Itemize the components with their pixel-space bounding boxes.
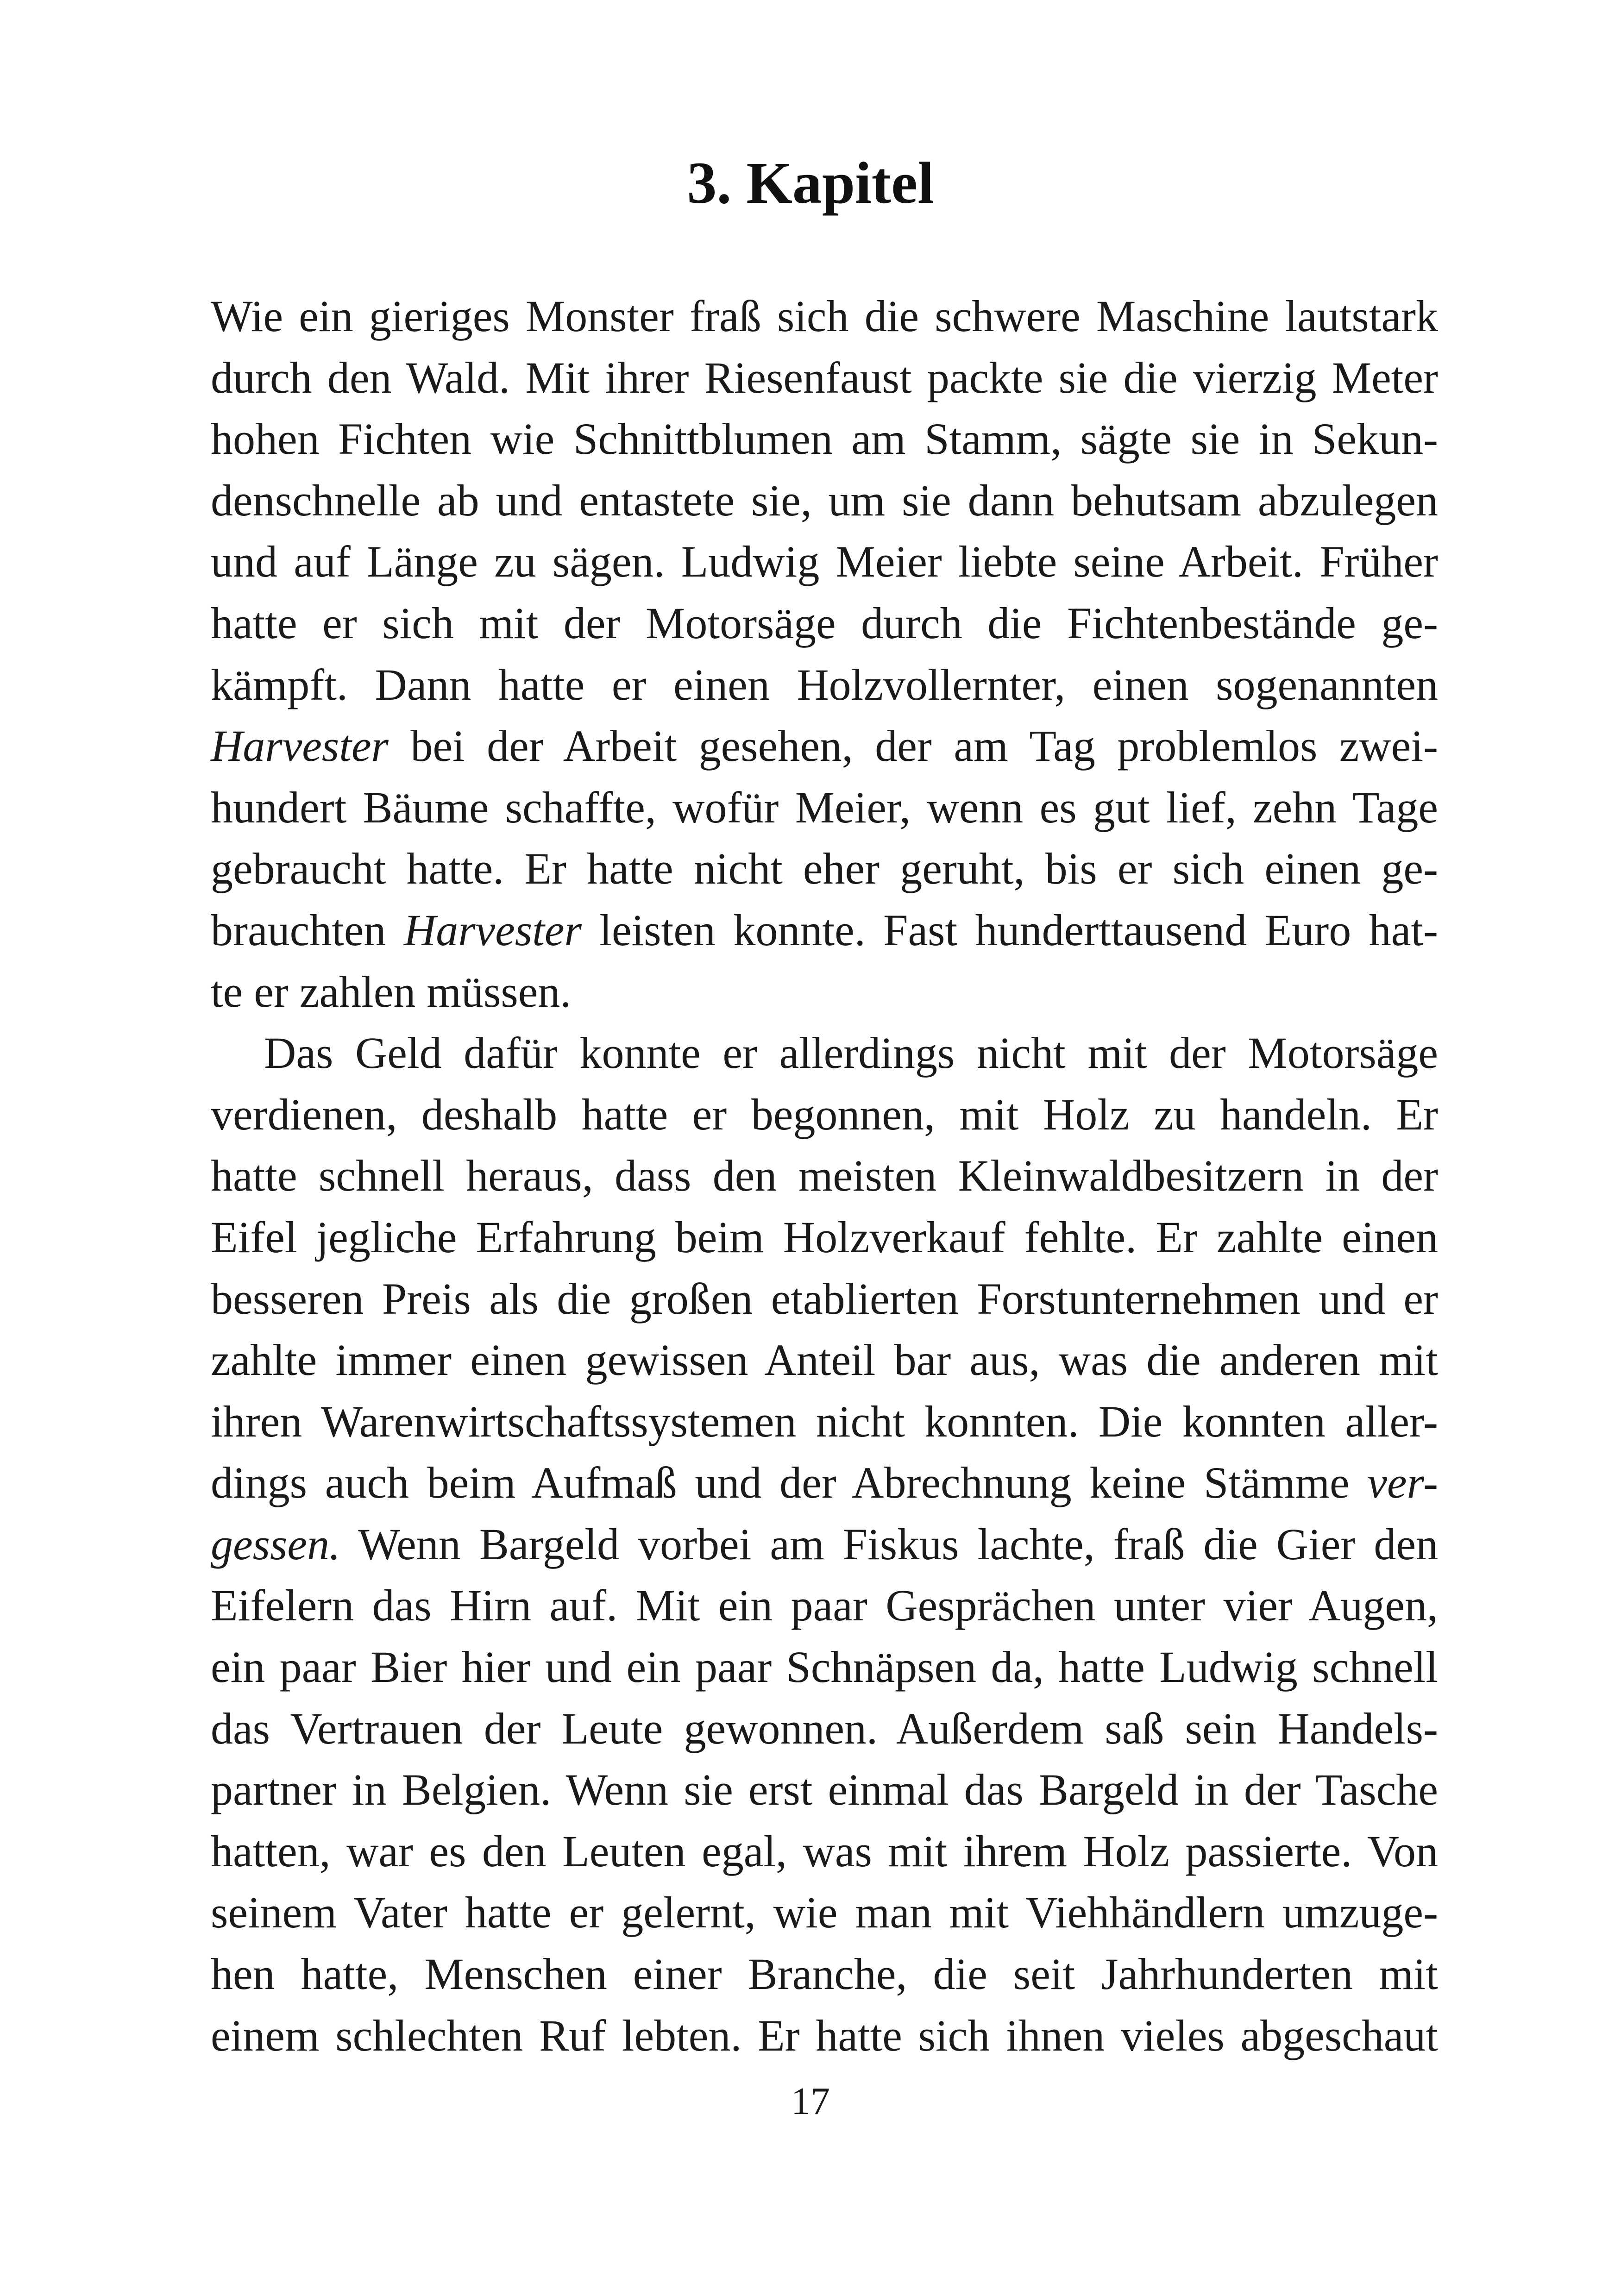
text-line: Das Geld dafür konnte er allerdings nicht mit der Motorsäge xyxy=(264,1028,1438,1078)
text-line: verdienen, deshalb hatte er begonnen, mit Holz zu handeln. Er xyxy=(211,1089,1438,1139)
text-line: te er zahlen müssen. xyxy=(211,966,572,1016)
text-line: und auf Länge zu sägen. Ludwig Meier liebte seine Arbeit. Früher xyxy=(211,537,1438,587)
italic-term: ver- xyxy=(1367,1458,1438,1508)
text-line: Wie ein gieriges Monster fraß sich die schwere Maschine lautstark xyxy=(211,291,1438,341)
text-line: kämpft. Dann hatte er einen Holzvollernter, einen sogenannten xyxy=(211,659,1438,709)
italic-term: Harvester xyxy=(211,721,389,771)
page-number: 17 xyxy=(791,2080,830,2123)
chapter-body-text xyxy=(211,286,1438,2066)
text-fragment: brauchten xyxy=(211,905,404,955)
text-fragment: dings auch beim Aufmaß und der Abrechnung keine Stämme xyxy=(211,1458,1368,1508)
text-line: durch den Wald. Mit ihrer Riesenfaust packte sie die vierzig Meter xyxy=(211,352,1438,402)
text-line xyxy=(211,900,1438,961)
text-line: hundert Bäume schaffte, wofür Meier, wenn es gut lief, zehn Tage xyxy=(211,782,1438,832)
text-line: ein paar Bier hier und ein paar Schnäpsen da, hatte Ludwig schnell xyxy=(211,1642,1438,1692)
text-line: ihren Warenwirtschaftssystemen nicht konnten. Die konnten aller- xyxy=(211,1396,1438,1446)
text-line xyxy=(211,1514,1438,1575)
text-line: hen hatte, Menschen einer Branche, die seit Jahrhunderten mit xyxy=(211,1949,1438,1999)
text-line: hatten, war es den Leuten egal, was mit ihrem Holz passierte. Von xyxy=(211,1826,1438,1876)
text-line: hatte schnell heraus, dass den meisten Kleinwaldbesitzern in der xyxy=(211,1151,1438,1201)
text-line: denschnelle ab und entastete sie, um sie dann behutsam abzulegen xyxy=(211,475,1438,525)
text-line: Eifelern das Hirn auf. Mit ein paar Gesprächen unter vier Augen, xyxy=(211,1581,1438,1631)
text-line: das Vertrauen der Leute gewonnen. Außerdem saß sein Handels- xyxy=(211,1703,1438,1753)
text-fragment: leisten konnte. Fast hunderttausend Euro hat- xyxy=(581,905,1439,955)
text-line: einem schlechten Ruf lebten. Er hatte sich ihnen vieles abgeschaut xyxy=(211,2010,1438,2060)
italic-term: gessen. xyxy=(211,1519,340,1569)
text-fragment: Wenn Bargeld vorbei am Fiskus lachte, fraß die Gier den xyxy=(340,1519,1438,1569)
text-line: gebraucht hatte. Er hatte nicht eher geruht, bis er sich einen ge- xyxy=(211,844,1438,894)
text-line xyxy=(211,1452,1438,1514)
italic-term: Harvester xyxy=(403,905,582,955)
text-line: besseren Preis als die großen etablierten Forstunternehmen und er xyxy=(211,1273,1438,1324)
text-line: seinem Vater hatte er gelernt, wie man mit Viehhändlern umzuge- xyxy=(211,1888,1438,1938)
text-line xyxy=(211,715,1438,777)
text-line: hatte er sich mit der Motorsäge durch die Fichtenbestände ge- xyxy=(211,598,1438,648)
text-fragment: bei der Arbeit gesehen, der am Tag problemlos zwei- xyxy=(388,721,1438,771)
text-line: hohen Fichten wie Schnittblumen am Stamm, sägte sie in Sekun- xyxy=(211,414,1438,464)
text-line: Eifel jegliche Erfahrung beim Holzverkauf fehlte. Er zahlte einen xyxy=(211,1212,1438,1262)
chapter-title: 3. Kapitel xyxy=(687,150,934,216)
text-line: zahlte immer einen gewissen Anteil bar aus, was die anderen mit xyxy=(211,1335,1438,1385)
text-line: partner in Belgien. Wenn sie erst einmal das Bargeld in der Tasche xyxy=(211,1765,1438,1815)
